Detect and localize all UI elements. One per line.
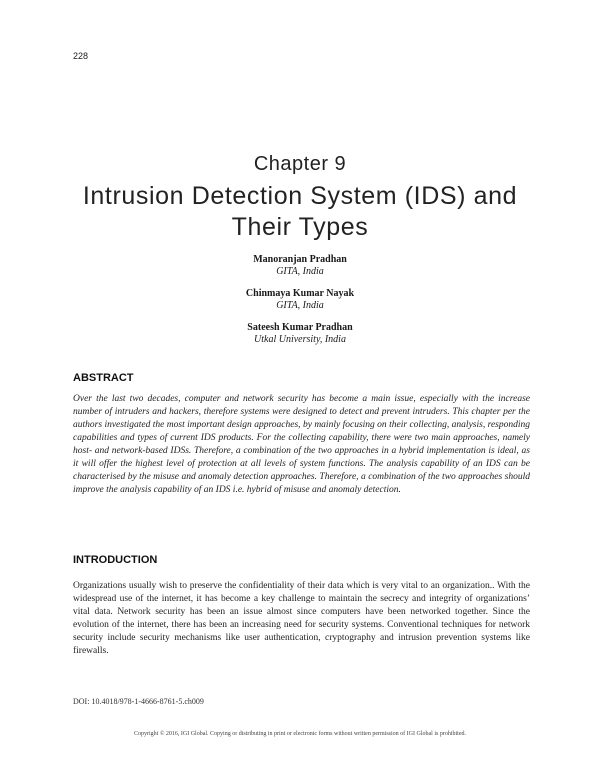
introduction-heading: INTRODUCTION [73, 554, 158, 566]
introduction-text: Organizations usually wish to preserve the confidentiality of their data which is very vital to an organization.. With the widespread use of the internet, it has become a key challenge to maintain the secrecy and integrity of organizations’ vital data. Network security has been an issue almost since computers have been networked together. Since the evolution of the internet, there has been an increasing need for security systems. Conventional techniques for network security include security mechanisms like user authentication, cryptography and intrusion prevention systems like firewalls. [73, 581, 530, 656]
author-name: Sateesh Kumar Pradhan [247, 322, 353, 333]
author-affiliation: GITA, India [276, 300, 324, 311]
doi: DOI: 10.4018/978-1-4666-8761-5.ch009 [73, 697, 204, 706]
page-number: 228 [73, 51, 89, 61]
author-block [0, 322, 600, 346]
author-name: Manoranjan Pradhan [253, 254, 347, 265]
chapter-label: Chapter 9 [253, 153, 347, 175]
author-affiliation: GITA, India [276, 266, 324, 277]
chapter-title: Intrusion Detection System (IDS) and Their Types [82, 182, 518, 241]
author-name: Chinmaya Kumar Nayak [245, 288, 355, 299]
abstract-text: Over the last two decades, computer and network security has become a main issue, especially with the increase number of intruders and hackers, therefore systems were designed to detect and prevent intruders. This chapter per the authors investigated the most important design approaches, by mainly focusing on their collecting, analysis, responding capabilities and types of current IDS products. For the collecting capability, there were two main approaches, namely host- and network-based IDSs. Therefore, a combination of the two approaches in a hybrid implementation is ideal, as it will offer the highest level of protection at all levels of system functions. The analysis capability of an IDS can be characterised by the misuse and anomaly detection approaches. Therefore, a combination of the two approaches should improve the analysis capability of an IDS i.e. hybrid of misuse and anomaly detection. [73, 394, 530, 495]
copyright-notice: Copyright © 2016, IGI Global. Copying or distributing in print or electronic forms without written permission of IGI Global is prohibited. [133, 731, 466, 737]
author-affiliation: Utkal University, India [254, 334, 346, 345]
author-list [0, 254, 600, 356]
author-block [0, 288, 600, 312]
abstract-heading: ABSTRACT [73, 372, 134, 384]
author-block [0, 254, 600, 278]
